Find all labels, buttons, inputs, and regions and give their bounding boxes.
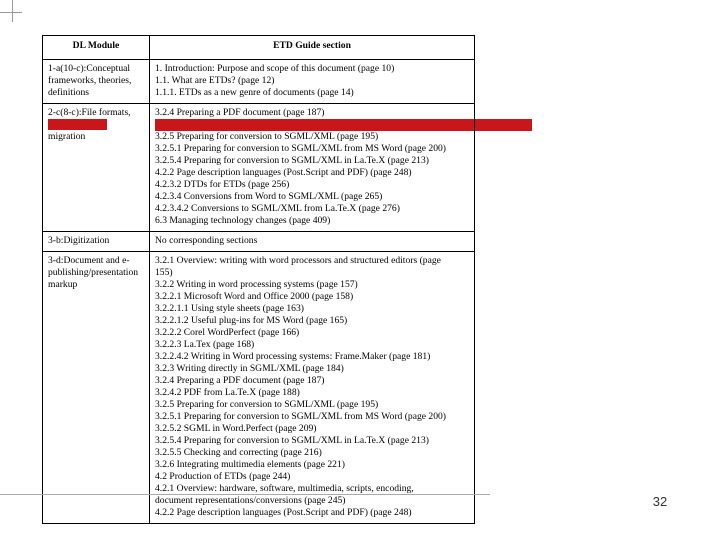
page-number: 32 [652,494,668,509]
module-text: 3-d:Document and e- [48,255,130,266]
module-text: frameworks, theories, [48,75,132,86]
header-dl-module: DL Module [43,36,150,60]
module-cell [43,232,150,252]
module-cell [43,104,150,232]
section-entry: 1.1.1. ETDs as a new genre of documents (page 14) [155,87,354,98]
module-text: definitions [48,87,90,98]
table-header-row [43,36,475,60]
section-cell [150,232,475,252]
section-entry: 1.1. What are ETDs? (page 12) [155,75,275,86]
section-entry: 3.2.4 Preparing a PDF document (page 187) [155,375,325,386]
table-row [43,252,475,524]
section-entry: 4.2.2 Page description languages (Post.Script and PDF) (page 248) [155,507,412,518]
section-entry: 1. Introduction: Purpose and scope of this document (page 10) [155,63,395,74]
table-row [43,104,475,232]
section-entry: 3.2.1 Overview: writing with word processors and structured editors (page [155,255,441,266]
section-entry: 3.2.2.2 Corel WordPerfect (page 166) [155,327,300,338]
module-text: 1-a(10-c):Conceptual [48,63,131,74]
highlighted-section-entry: 3.2.4.2 PDF from LaTeX (page 188) [155,119,532,131]
section-entry: 4.2.1 Overview: hardware, software, multimedia, scripts, encoding, [155,483,414,494]
module-text: markup [48,279,78,290]
section-entry: 4.2.2 Page description languages (Post.Script and PDF) (page 248) [155,167,412,178]
corner-crop-mark [0,0,22,22]
section-entry: 4.2 Production of ETDs (page 244) [155,471,291,482]
section-entry: 6.3 Managing technology changes (page 409) [155,215,331,226]
module-cell [43,252,150,524]
section-entry: 3.2.5.2 SGML in Word.Perfect (page 209) [155,423,317,434]
section-entry: document representations/conversions (page 245) [155,495,346,506]
section-entry: 3.2.5 Preparing for conversion to SGML/XML (page 195) [155,399,379,410]
section-entry: 3.2.4 Preparing a PDF document (page 187) [155,107,325,118]
section-entry: 4.2.3.4.2 Conversions to SGML/XML from La.Te.X (page 276) [155,203,400,214]
section-entry: 155) [155,267,173,278]
section-entry: 3.2.5.1 Preparing for conversion to SGML/XML from MS Word (page 200) [155,143,446,154]
section-cell [150,252,475,524]
section-entry: 3.2.5 Preparing for conversion to SGML/XML (page 195) [155,131,379,142]
section-entry: 4.2.3.4 Conversions from Word to SGML/XML (page 265) [155,191,383,202]
section-entry: 3.2.2.4.2 Writing in Word processing systems: Frame.Maker (page 181) [155,351,431,362]
module-cell [43,60,150,104]
section-entry: 3.2.6 Integrating multimedia elements (page 221) [155,459,345,470]
highlighted-module-text: transformation, [48,119,107,130]
section-entry: 3.2.2.1.1 Using style sheets (page 163) [155,303,304,314]
section-entry: 3.2.5.1 Preparing for conversion to SGML/XML from MS Word (page 200) [155,411,446,422]
footer-divider [0,494,490,495]
table-row [43,232,475,252]
module-text: 2-c(8-c):File formats, [48,107,131,118]
etd-guide-table [42,35,475,524]
section-entry: 3.2.2.1.2 Useful plug-ins for MS Word (page 165) [155,315,348,326]
section-entry: 3.2.2.3 La.Tex (page 168) [155,339,255,350]
section-entry: 3.2.3 Writing directly in SGML/XML (page 184) [155,363,344,374]
section-cell [150,60,475,104]
header-etd-guide-section: ETD Guide section [150,36,475,60]
section-cell [150,104,475,232]
section-entry: 4.2.3.2 DTDs for ETDs (page 256) [155,179,290,190]
section-entry: 3.2.2 Writing in word processing systems (page 157) [155,279,358,290]
module-text: migration [48,131,86,142]
section-entry: 3.2.4.2 PDF from La.Te.X (page 188) [155,387,300,398]
module-text: publishing/presentation [48,267,139,278]
section-entry: 3.2.5.4 Preparing for conversion to SGML/XML in La.Te.X (page 213) [155,435,429,446]
section-entry: No corresponding sections [155,235,258,246]
section-entry: 3.2.5.5 Checking and correcting (page 216) [155,447,322,458]
section-entry: 3.2.5.4 Preparing for conversion to SGML/XML in La.Te.X (page 213) [155,155,429,166]
module-text: 3-b:Digitization [48,235,110,246]
table-row [43,60,475,104]
section-entry: 3.2.2.1 Microsoft Word and Office 2000 (page 158) [155,291,354,302]
